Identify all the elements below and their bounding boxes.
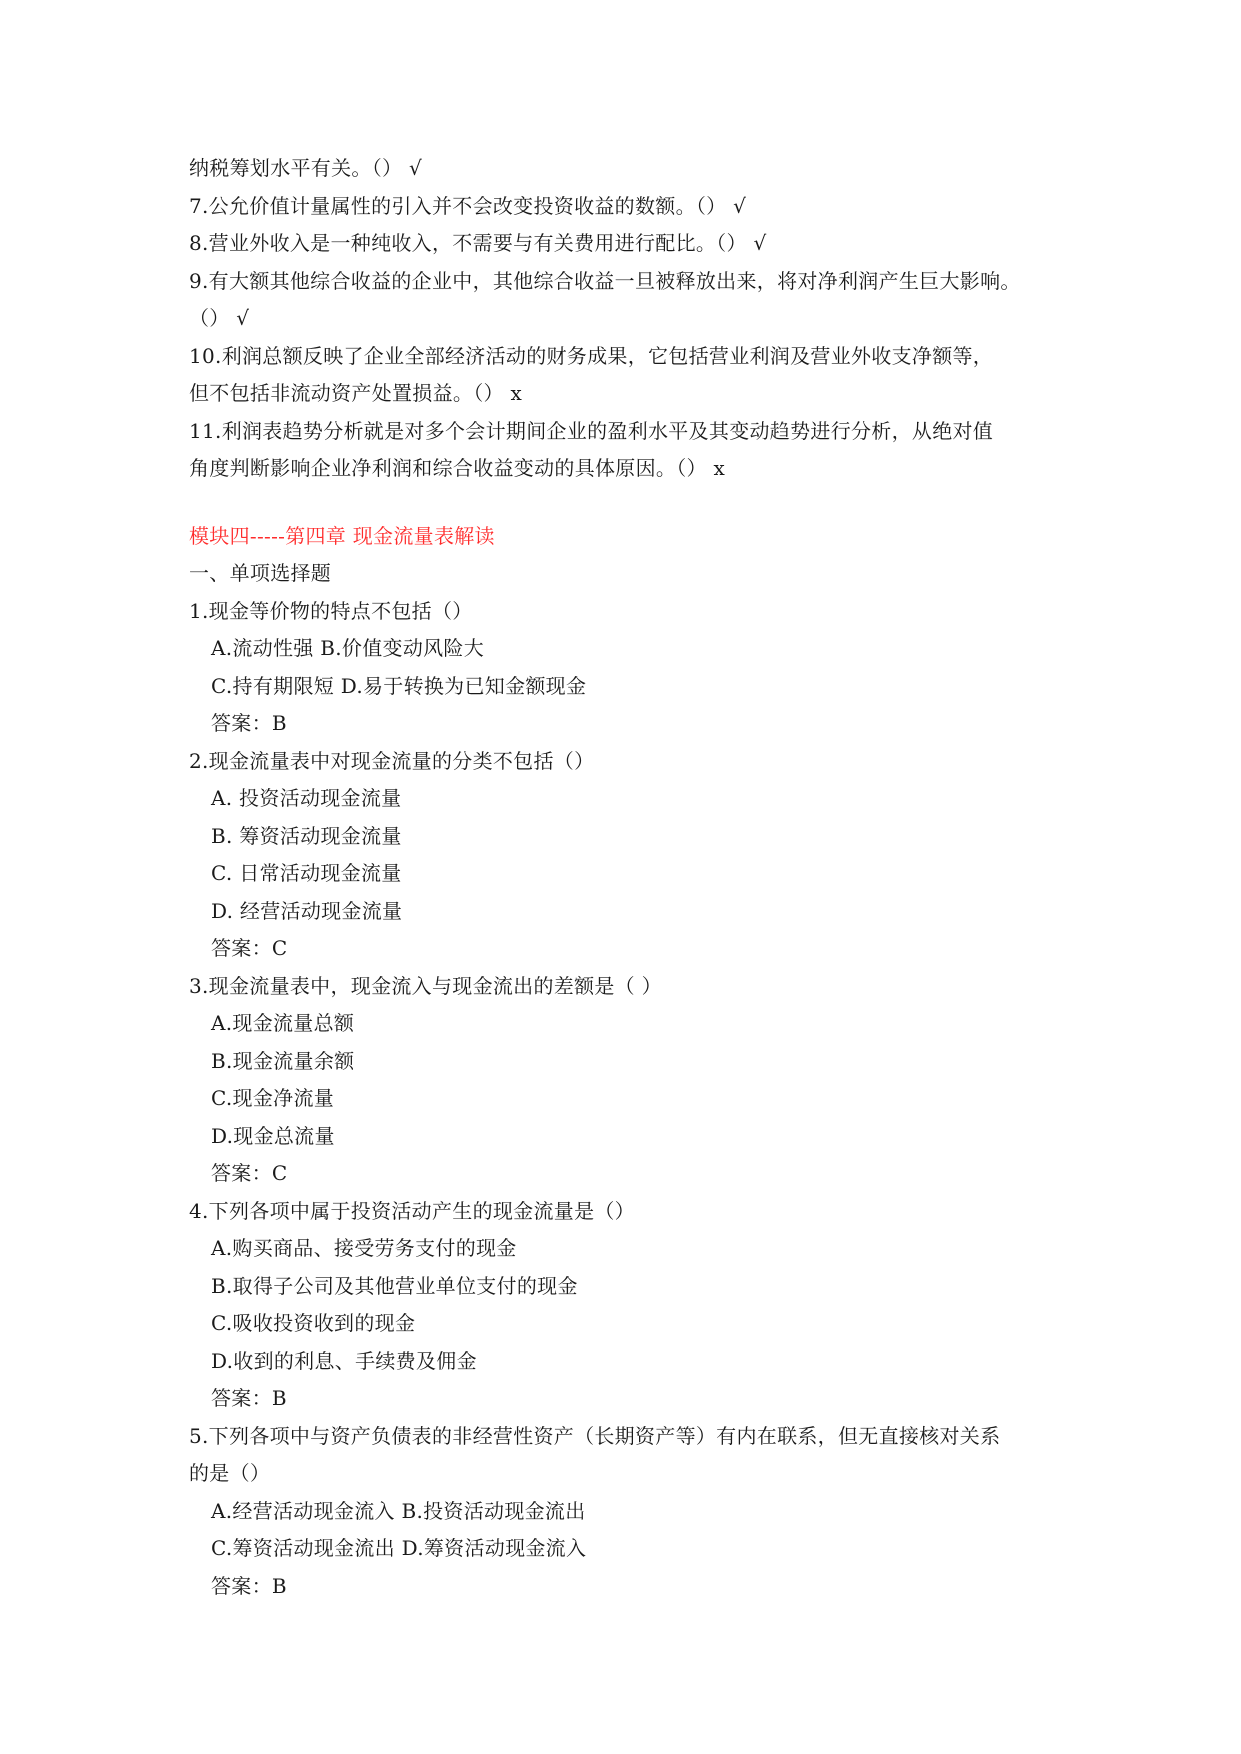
option-line: A. 投资活动现金流量 (211, 786, 402, 810)
option-line: B. 筹资活动现金流量 (211, 823, 402, 848)
document-page (189, 150, 1069, 1605)
text-line: 10.利润总额反映了企业全部经济活动的财务成果，它包括营业利润及营业外收支净额等， (189, 343, 994, 368)
text-line: 纳税筹划水平有关。（） √ (189, 156, 423, 180)
section-title: 一、单项选择题 (189, 561, 332, 585)
question-text: 4.下列各项中属于投资活动产生的现金流量是（） (189, 1198, 635, 1223)
option-line: C.持有期限短 D.易于转换为已知金额现金 (211, 673, 587, 698)
text-line: 角度判断影响企业净利润和综合收益变动的具体原因。（） x (189, 456, 726, 480)
module-heading: 模块四-----第四章 现金流量表解读 (189, 523, 495, 548)
question-text: 5.下列各项中与资产负债表的非经营性资产（长期资产等）有内在联系，但无直接核对关系 (189, 1423, 1001, 1448)
question-text: 2.现金流量表中对现金流量的分类不包括（） (189, 748, 595, 773)
text-line: （） √ (189, 306, 250, 330)
question-text-continued: 的是（） (189, 1461, 271, 1485)
option-line: C.吸收投资收到的现金 (211, 1311, 416, 1335)
option-line: D. 经营活动现金流量 (211, 898, 403, 923)
answer-line: 答案：C (211, 1161, 288, 1185)
spacer (189, 488, 1069, 518)
question-3 (189, 968, 1069, 1193)
option-line: C.现金净流量 (211, 1086, 335, 1110)
text-line: 8.营业外收入是一种纯收入，不需要与有关费用进行配比。（） √ (189, 231, 767, 255)
answer-line: 答案：B (211, 711, 287, 735)
option-line: A.购买商品、接受劳务支付的现金 (211, 1236, 517, 1260)
option-line: C. 日常活动现金流量 (211, 861, 402, 885)
text-line: 7.公允价值计量属性的引入并不会改变投资收益的数额。（） √ (189, 193, 747, 218)
option-line: C.筹资活动现金流出 D.筹资活动现金流入 (211, 1536, 587, 1560)
option-line: B.现金流量余额 (211, 1048, 355, 1073)
option-line: D.收到的利息、手续费及佣金 (211, 1348, 477, 1373)
question-text: 1.现金等价物的特点不包括（） (189, 598, 473, 623)
text-line: 9.有大额其他综合收益的企业中，其他综合收益一旦被释放出来，将对净利润产生巨大影响。 (189, 268, 1021, 293)
question-1 (189, 593, 1069, 743)
answer-line: 答案：C (211, 936, 288, 960)
option-line: A.经营活动现金流入 B.投资活动现金流出 (211, 1498, 586, 1523)
answer-line: 答案：B (211, 1386, 287, 1410)
text-line: 但不包括非流动资产处置损益。（） x (189, 381, 523, 405)
question-text: 3.现金流量表中，现金流入与现金流出的差额是（ ） (189, 973, 662, 998)
option-line: B.取得子公司及其他营业单位支付的现金 (211, 1273, 578, 1298)
option-line: A.现金流量总额 (211, 1011, 355, 1035)
question-2 (189, 743, 1069, 968)
question-5 (189, 1418, 1069, 1606)
option-line: A.流动性强 B.价值变动风险大 (211, 636, 485, 660)
true-false-section (189, 150, 1069, 488)
text-line: 11.利润表趋势分析就是对多个会计期间企业的盈利水平及其变动趋势进行分析，从绝对值 (189, 418, 994, 443)
answer-line: 答案：B (211, 1573, 287, 1598)
option-line: D.现金总流量 (211, 1123, 335, 1148)
question-4 (189, 1193, 1069, 1418)
